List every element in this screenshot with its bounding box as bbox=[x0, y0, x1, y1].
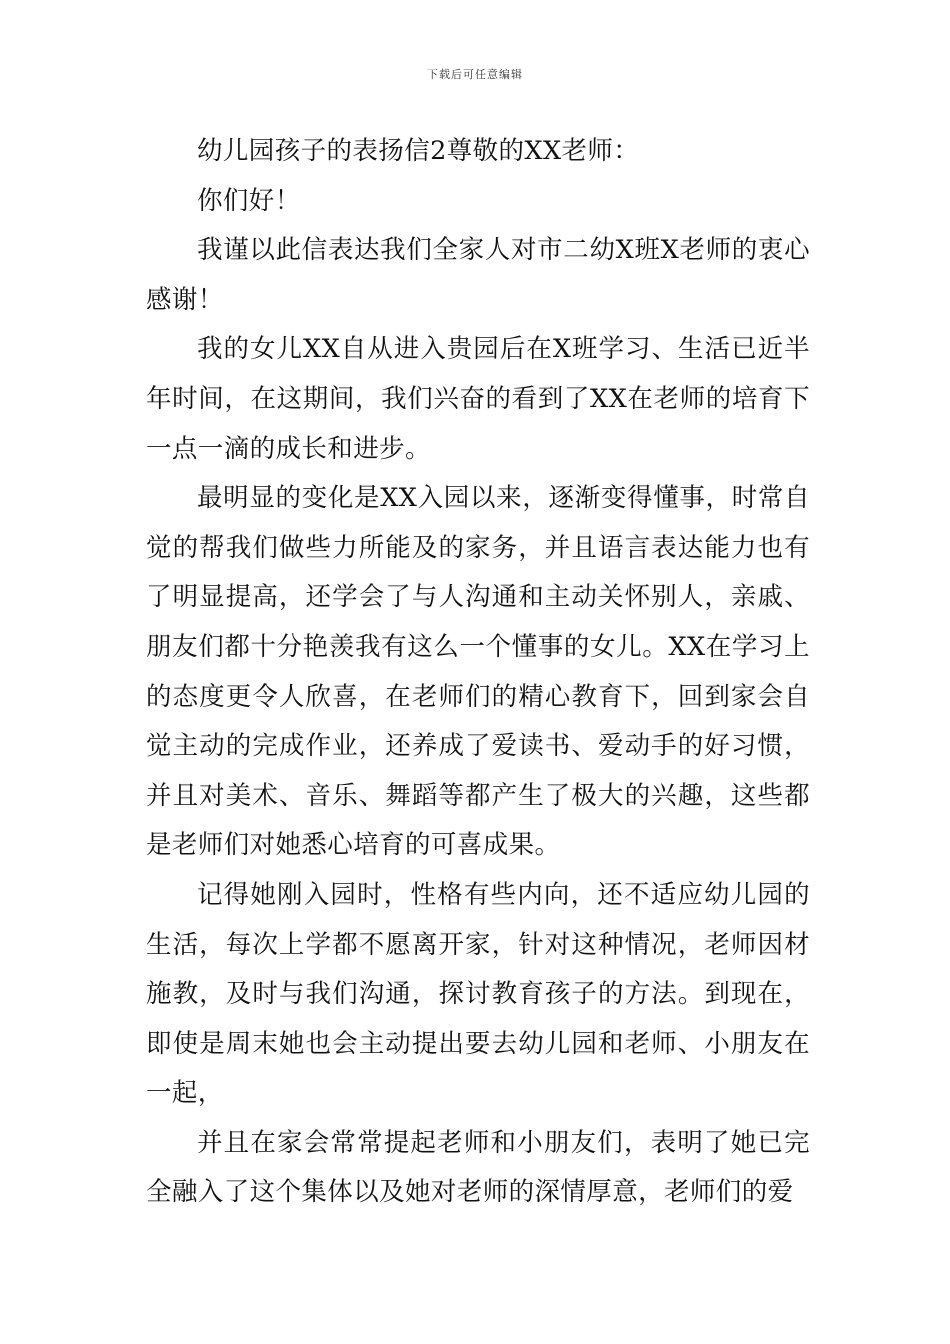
thanks-paragraph: 我谨以此信表达我们全家人对市二幼X班X老师的衷心感谢！ bbox=[146, 235, 810, 315]
greeting-paragraph: 你们好！ bbox=[197, 185, 301, 216]
letter-title-line: 幼儿园孩子的表扬信2尊敬的XX老师： bbox=[197, 136, 640, 166]
progress-paragraph: 我的女儿XX自从进入贵园后在X班学习、生活已近半年时间，在这期间，我们兴奋的看到了XX在老师的培育下一点一滴的成长和进步。 bbox=[146, 334, 810, 464]
closing-paragraph: 并且在家会常常提起老师和小朋友们，表明了她已完全融入了这个集体以及她对老师的深情厚意，老师们的爱 bbox=[146, 1127, 810, 1208]
memory-paragraph: 记得她刚入园时，性格有些内向，还不适应幼儿园的生活，每次上学都不愿离开家，针对这种情况，老师因材施教，及时与我们沟通，探讨教育孩子的方法。到现在，即使是周末她也会主动提出要去幼儿园和老师、小朋友在一起， bbox=[146, 879, 810, 1109]
header-note: 下载后可任意编辑 bbox=[427, 68, 523, 81]
letter-body bbox=[146, 127, 810, 1218]
changes-paragraph: 最明显的变化是XX入园以来，逐渐变得懂事，时常自觉的帮我们做些力所能及的家务，并且语言表达能力也有了明显提高，还学会了与人沟通和主动关怀别人，亲戚、朋友们都十分艳羡我有这么一个懂事的女儿。XX在学习上的态度更令人欣喜，在老师们的精心教育下，回到家会自觉主动的完成作业，还养成了爱读书、爱动手的好习惯，并且对美术、音乐、舞蹈等都产生了极大的兴趣，这些都是老师们对她悉心培育的可喜成果。 bbox=[146, 483, 810, 861]
